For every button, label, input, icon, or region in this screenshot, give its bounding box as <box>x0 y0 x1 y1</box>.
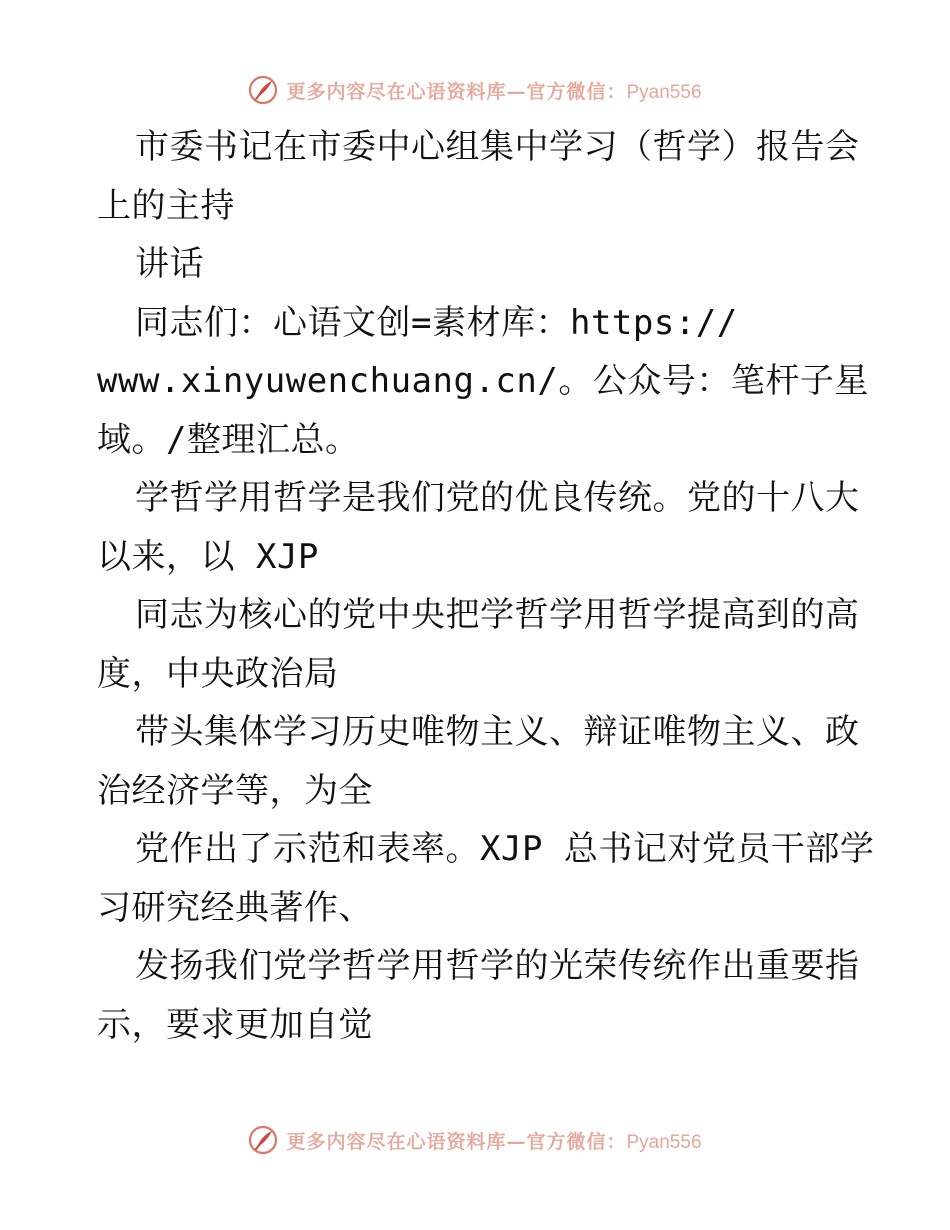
header-watermark <box>0 70 950 110</box>
text-line: 域。/整理汇总。 <box>97 419 360 460</box>
text-line: 带头集体学习历史唯物主义、辩证唯物主义、政 <box>135 712 860 752</box>
text-line: 市委书记在市委中心组集中学习（哲学）报告会 <box>135 127 860 167</box>
text-line: 学哲学用哲学是我们党的优良传统。党的十八大 <box>135 478 860 518</box>
text-line: 习研究经典著作、 <box>97 887 373 928</box>
text-line: 度，中央政治局 <box>97 653 339 694</box>
quill-logo-icon <box>248 75 278 105</box>
quill-logo-icon <box>248 1125 278 1155</box>
wechat-id: Pyan556 <box>626 1131 702 1153</box>
text-line: www.xinyuwenchuang.cn/。公众号：笔杆子星 <box>97 361 869 401</box>
text-line: 以来，以 XJP <box>97 536 319 577</box>
footer-watermark <box>0 1120 950 1160</box>
watermark-text: 更多内容尽在心语资料库—官方微信：Pyan556 <box>286 80 702 103</box>
text-line: 发扬我们党学哲学用哲学的光荣传统作出重要指 <box>135 946 860 986</box>
document-body <box>97 118 875 1054</box>
wechat-id: Pyan556 <box>626 81 702 103</box>
watermark-text: 更多内容尽在心语资料库—官方微信：Pyan556 <box>286 1130 702 1153</box>
text-line: 治经济学等，为全 <box>97 770 373 811</box>
text-line: 上的主持 <box>97 185 235 226</box>
text-line: 同志们：心语文创=素材库：https:// <box>135 302 738 343</box>
text-line: 党作出了示范和表率。XJP 总书记对党员干部学 <box>135 829 875 869</box>
text-line: 示，要求更加自觉 <box>97 1004 373 1045</box>
text-line: 讲话 <box>135 244 204 284</box>
text-line: 同志为核心的党中央把学哲学用哲学提高到的高 <box>135 595 860 635</box>
